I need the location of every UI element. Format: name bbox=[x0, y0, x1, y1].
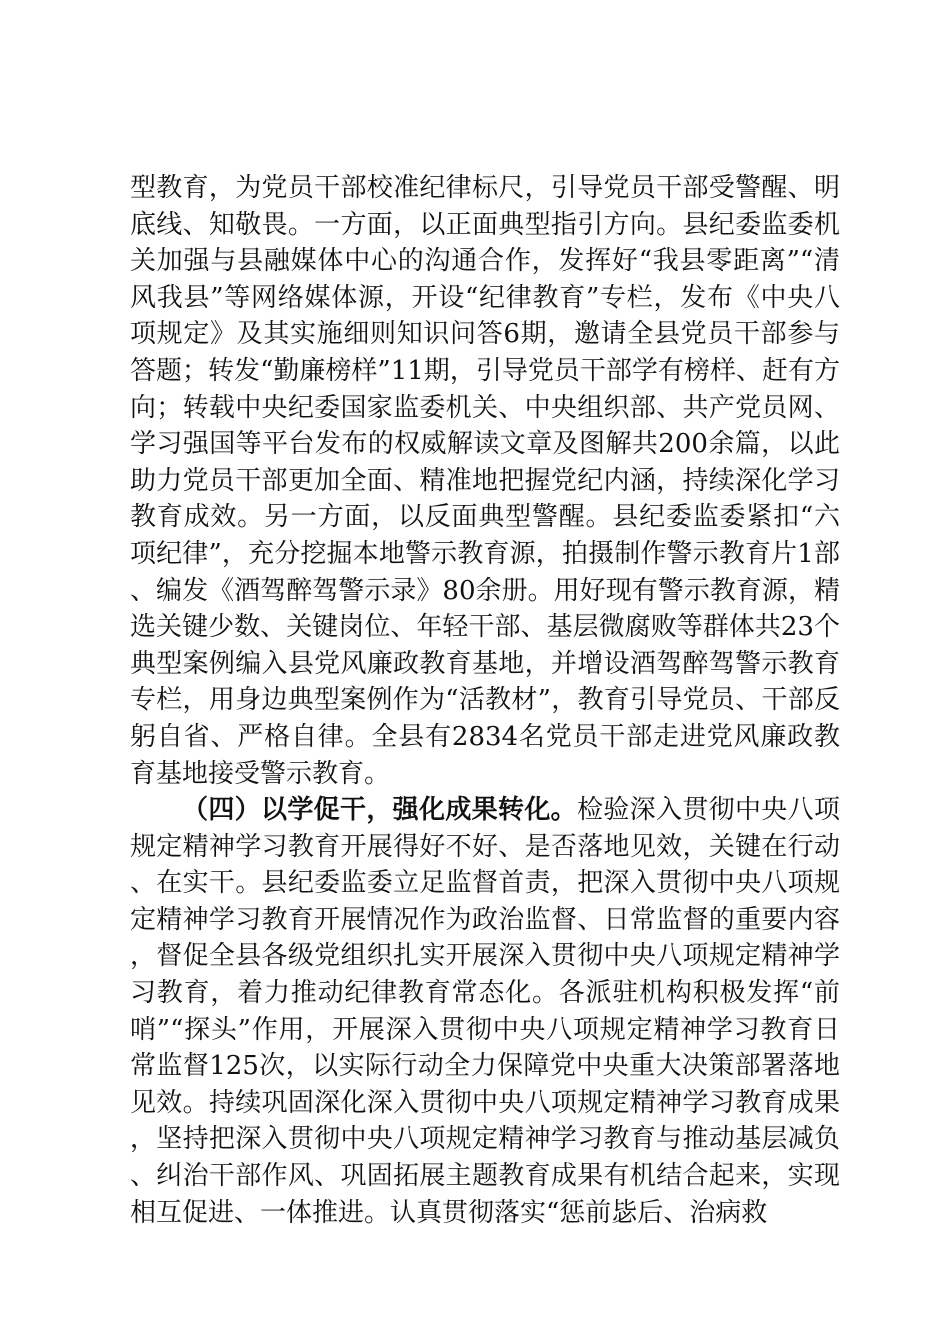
paragraph-section-four bbox=[130, 792, 840, 1231]
paragraph-text: 型教育，为党员干部校准纪律标尺，引导党员干部受警醒、明底线、知敬畏。一方面，以正面典型指引方向。县纪委监委机关加强与县融媒体中心的沟通合作，发挥好“我县零距离”“清风我县”等网络媒体源，开设“纪律教育”专栏，发布《中央八项规定》及其实施细则知识问答6期，邀请全县党员干部参与答题；转发“勤廉榜样”11期，引导党员干部学有榜样、赶有方向；转载中央纪委国家监委机关、中央组织部、共产党员网、学习强国等平台发布的权威解读文章及图解共200余篇，以此助力党员干部更加全面、精准地把握党纪内涵，持续深化学习教育成效。另一方面，以反面典型警醒。县纪委监委紧扣“六项纪律”，充分挖掘本地警示教育源，拍摄制作警示教育片1部、编发《酒驾醉驾警示录》80余册。用好现有警示教育源，精选关键少数、关键岗位、年轻干部、基层微腐败等群体共23个典型案例编入县党风廉政教育基地，并增设酒驾醉驾警示教育专栏，用身边典型案例作为“活教材”，教育引导党员、干部反躬自省、严格自律。全县有2834名党员干部走进党风廉政教育基地接受警示教育。 bbox=[130, 173, 840, 789]
section-heading: （四）以学促干，强化成果转化。 bbox=[182, 795, 577, 826]
document-page bbox=[130, 170, 840, 1231]
paragraph-text: 检验深入贯彻中央八项规定精神学习教育开展得好不好、是否落地见效，关键在行动、在实干。县纪委监委立足监督首责，把深入贯彻中央八项规定精神学习教育开展情况作为政治监督、日常监督的重要内容，督促全县各级党组织扎实开展深入贯彻中央八项规定精神学习教育，着力推动纪律教育常态化。各派驻机构积极发挥“前哨”“探头”作用，开展深入贯彻中央八项规定精神学习教育日常监督125次，以实际行动全力保障党中央重大决策部署落地见效。持续巩固深化深入贯彻中央八项规定精神学习教育成果，坚持把深入贯彻中央八项规定精神学习教育与推动基层减负、纠治干部作风、巩固拓展主题教育成果有机结合起来，实现相互促进、一体推进。认真贯彻落实“惩前毖后、治病救 bbox=[130, 795, 840, 1228]
paragraph-typical-education bbox=[130, 170, 840, 792]
